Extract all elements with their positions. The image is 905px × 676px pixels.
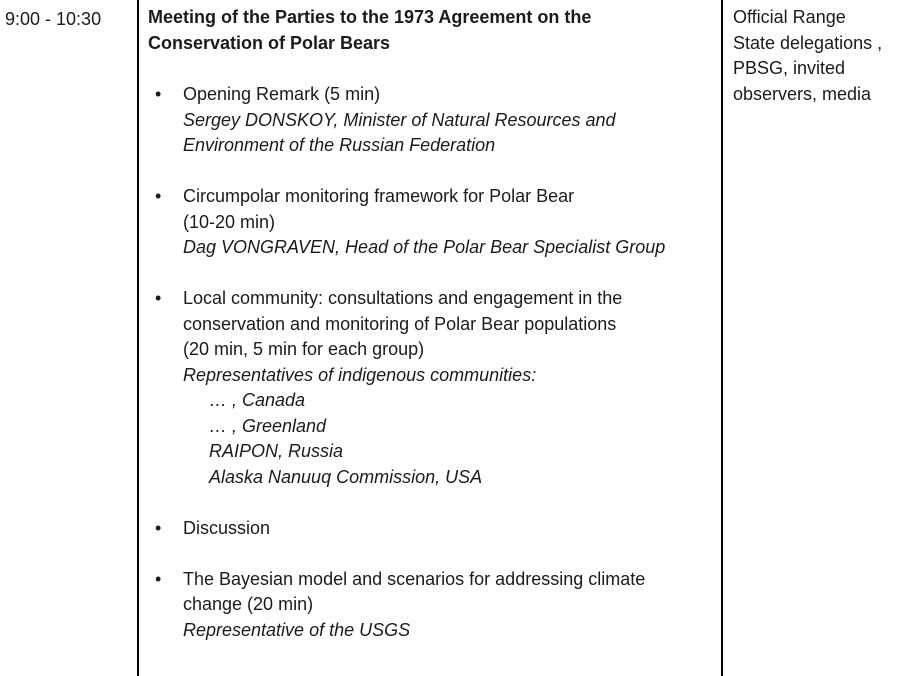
- agenda-subline: … , Canada: [209, 390, 306, 410]
- agenda-line: change (20 min): [183, 594, 314, 614]
- participants-line: observers, media: [733, 83, 872, 104]
- agenda-item: [148, 184, 715, 261]
- participants-line: Official Range: [733, 7, 846, 27]
- bullet-icon: •: [155, 288, 162, 308]
- session-title-line: Meeting of the Parties to the 1973 Agreement on the: [148, 7, 592, 27]
- agenda-item-body: [183, 82, 715, 159]
- agenda-list: [148, 82, 715, 643]
- agenda-cell: [139, 0, 721, 669]
- agenda-line: (10-20 min): [183, 211, 276, 232]
- agenda-item: [148, 286, 715, 490]
- agenda-speaker-line: Dag VONGRAVEN, Head of the Polar Bear Specialist Group: [183, 237, 666, 257]
- participants-cell: [723, 0, 905, 107]
- time-cell: [0, 0, 137, 33]
- agenda-item: [148, 567, 715, 644]
- bullet-icon: •: [155, 517, 162, 538]
- bullet-icon: •: [155, 568, 162, 589]
- time-range: 9:00 - 10:30: [5, 9, 102, 29]
- participants-line: PBSG, invited: [733, 58, 846, 78]
- agenda-item-body: [183, 286, 715, 490]
- agenda-item-body: [183, 184, 715, 261]
- agenda-line: Circumpolar monitoring framework for Polar Bear: [183, 186, 575, 206]
- agenda-subline: RAIPON, Russia: [209, 441, 344, 461]
- agenda-line: conservation and monitoring of Polar Bear populations: [183, 313, 617, 334]
- agenda-item-body: [183, 567, 715, 644]
- agenda-subline: Alaska Nanuuq Commission, USA: [209, 466, 483, 487]
- agenda-speaker-line: Representative of the USGS: [183, 619, 411, 640]
- agenda-speaker-line: Sergey DONSKOY, Minister of Natural Resources and: [183, 109, 616, 130]
- agenda-subline: … , Greenland: [209, 415, 327, 436]
- agenda-line: Local community: consultations and engagement in the: [183, 288, 623, 308]
- agenda-item-body: [183, 516, 715, 542]
- bullet-icon: •: [155, 186, 162, 206]
- agenda-item: [148, 82, 715, 159]
- agenda-line: (20 min, 5 min for each group): [183, 339, 425, 359]
- agenda-line: Opening Remark (5 min): [183, 84, 381, 104]
- participants-line: State delegations ,: [733, 32, 883, 53]
- agenda-line: The Bayesian model and scenarios for addressing climate: [183, 568, 646, 589]
- agenda-line: Discussion: [183, 517, 271, 538]
- session-title: [148, 5, 715, 56]
- session-title-line: Conservation of Polar Bears: [148, 32, 391, 53]
- bullet-icon: •: [155, 84, 162, 104]
- agenda-item: [148, 516, 715, 542]
- agenda-speaker-line: Representatives of indigenous communities:: [183, 364, 537, 385]
- agenda-speaker-line: Environment of the Russian Federation: [183, 135, 496, 155]
